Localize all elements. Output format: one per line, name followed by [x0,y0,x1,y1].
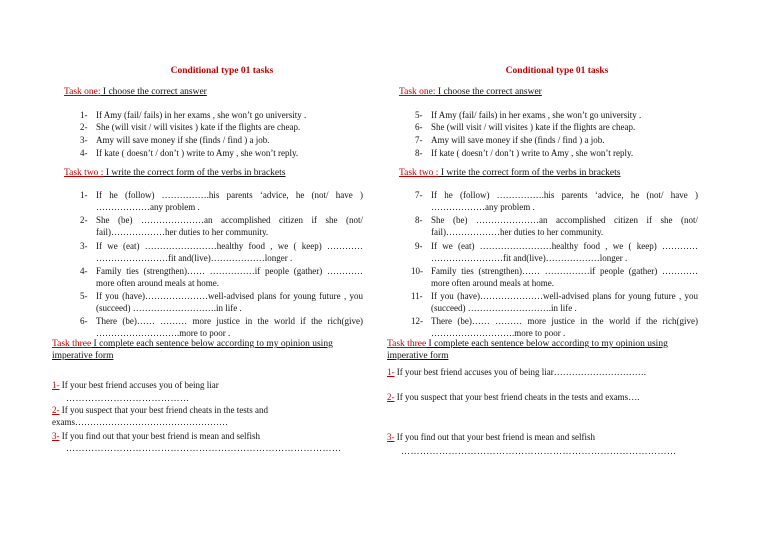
task-one-heading [64,87,207,97]
task-three-item: 3- If you find out that your best friend is mean and selfish [387,432,595,442]
task-three-item: 2- If you suspect that your best friend cheats in the tests and exams…. [387,392,640,402]
task-three-instruction: I complete each sentence below according to my opinion using imperative form [387,339,668,361]
task-two-instruction: I write the correct form of the verbs in brackets [103,168,286,178]
task-three-instruction: I complete each sentence below according to my opinion using imperative form [52,339,333,361]
task-three-item: 3- If you find out that your best friend is mean and selfish [52,431,260,441]
answer-line: ………………………………… [66,393,190,403]
task-three-heading [387,339,707,362]
task-three-label: Task three [387,339,427,349]
worksheet-title: Conditional type 01 tasks [170,66,274,76]
task-three-item: 1- If your best friend accuses you of being liar [52,380,219,390]
task-two-instruction: I write the correct form of the verbs in brackets [438,168,621,178]
task-two-label: Task two : [399,168,439,178]
answer-line: …………………………………………………………………………… [66,443,342,453]
task-one-label: Task one: [399,87,436,97]
task-three-label: Task three [52,339,92,349]
task-two-heading [399,168,620,178]
task-two-label: Task two : [64,168,104,178]
task-one-instruction: I choose the correct answer [100,87,207,97]
task-three-item: 1- If your best friend accuses you of being liar…………………………. [387,367,646,377]
task-one-label: Task one: [64,87,101,97]
task-one-instruction: I choose the correct answer [435,87,542,97]
task-three-heading [52,339,372,362]
worksheet-title: Conditional type 01 tasks [505,66,609,76]
answer-line: …………………………………………………………………………… [401,446,677,456]
task-two-heading [64,168,285,178]
task-one-heading [399,87,542,97]
task-three-item: 2- If you suspect that your best friend cheats in the tests and exams…………………………………………… [52,405,268,427]
